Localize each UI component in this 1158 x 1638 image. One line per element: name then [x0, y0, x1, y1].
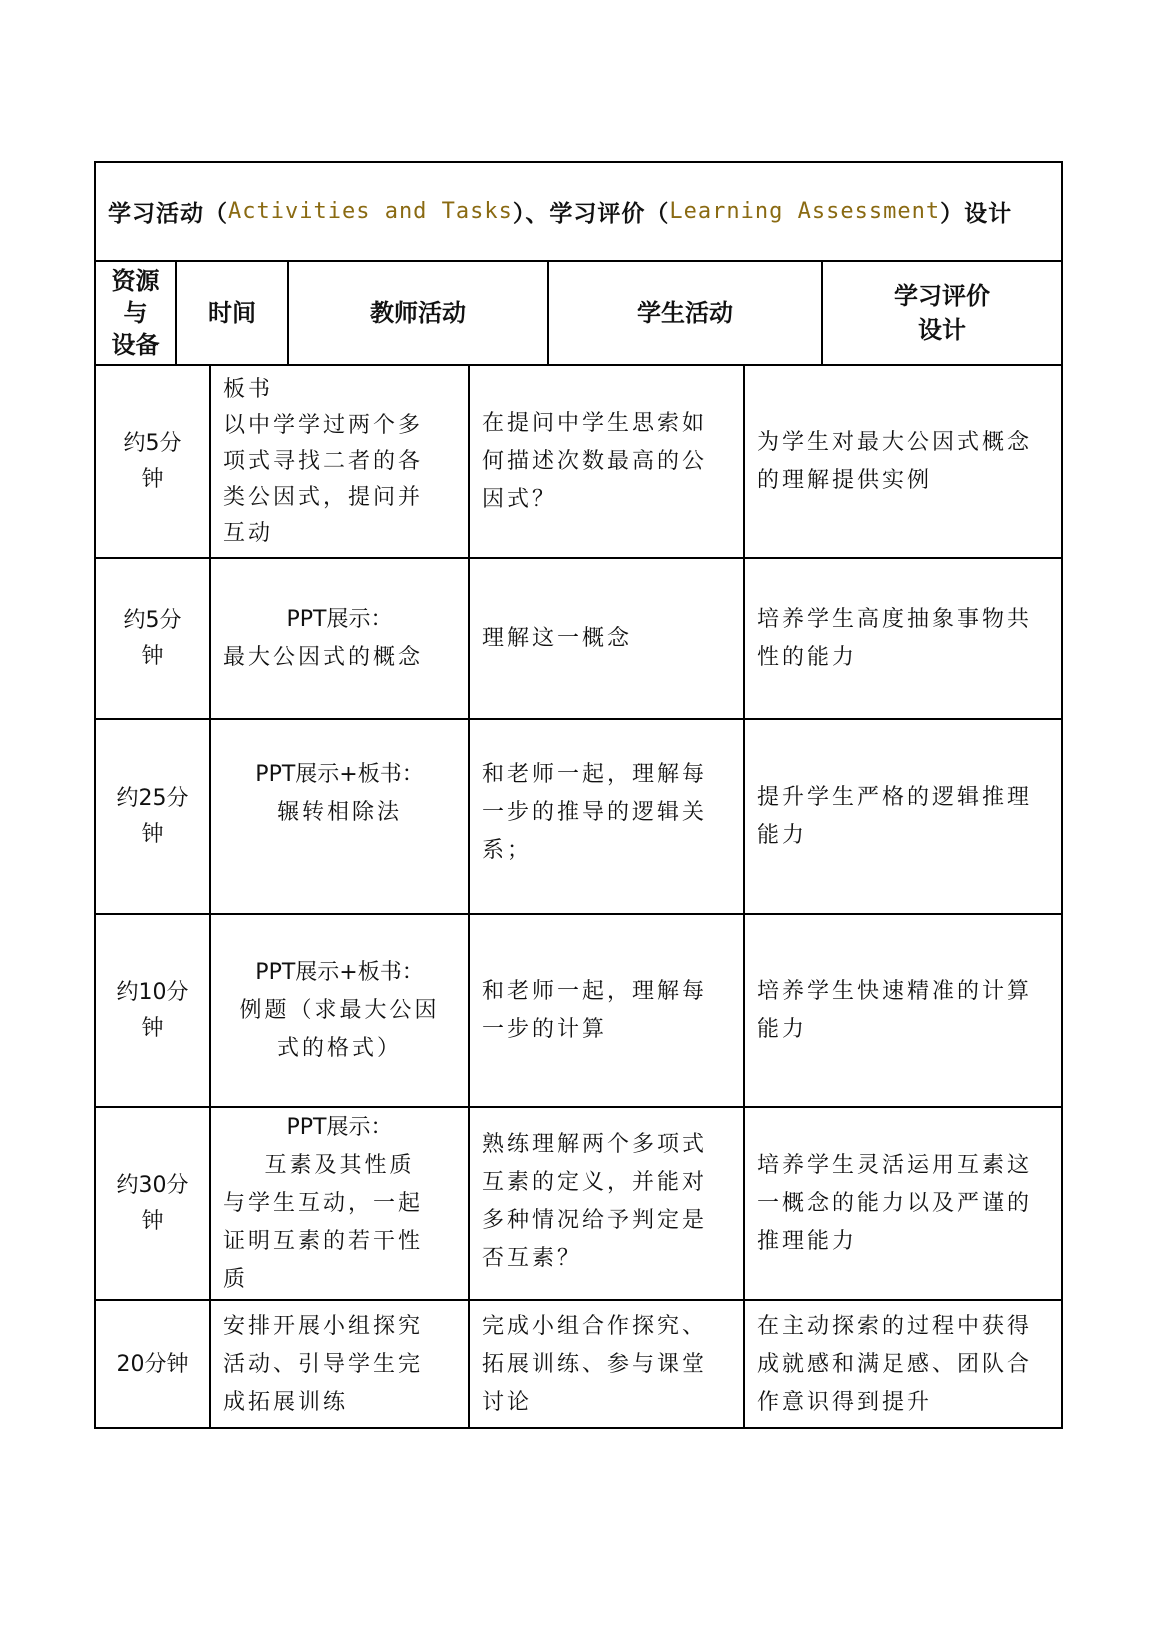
row-assessment: 为学生对最大公因式概念 的理解提供实例 [757, 429, 1033, 493]
row-student-activity: 和老师一起，理解每 一步的计算 [482, 978, 708, 1042]
title-part: ）、学习评价（ [512, 201, 670, 227]
row-student-activity: 和老师一起，理解每 一步的推导的逻辑关 系； [482, 762, 708, 863]
row-time: 约25分 钟 [116, 785, 189, 847]
row-teacher-activity: 安排开展小组探究 活动、引导学生完 成拓展训练 [223, 1314, 424, 1415]
row-student-activity: 熟练理解两个多项式 互素的定义，并能对 多种情况给予判定是 否互素？ [482, 1132, 708, 1271]
title-part: ）设计 [940, 201, 1013, 227]
row-assessment: 培养学生快速精准的计算 能力 [757, 978, 1033, 1042]
row-assessment: 提升学生严格的逻辑推理 能力 [757, 784, 1033, 848]
row-teacher-activity: 板书 以中学学过两个多 项式寻找二者的各 类公因式，提问并 互动 [223, 376, 424, 546]
header-time: 时间 [208, 299, 256, 327]
title-part: 学习活动（ [108, 201, 228, 227]
row-student-activity: 理解这一概念 [482, 625, 633, 651]
row-teacher-activity: PPT展示+板书： 例题（求最大公因 式的格式） [239, 959, 440, 1061]
row-time: 约30分 钟 [116, 1172, 189, 1234]
activity-table [94, 161, 1063, 1429]
title-english: Learning Assessment [669, 199, 941, 224]
title-english: Activities and Tasks [228, 199, 513, 224]
row-time: 约5分 钟 [123, 430, 182, 492]
header-student: 学生活动 [637, 299, 733, 327]
row-teacher-activity: PPT展示： 互素及其性质 与学生互动，一起 证明互素的若干性 质 [223, 1114, 424, 1292]
header-teacher: 教师活动 [370, 299, 466, 327]
row-time: 约10分 钟 [116, 979, 189, 1041]
row-student-activity: 在提问中学生思索如 何描述次数最高的公 因式？ [482, 410, 708, 512]
row-teacher-activity: PPT展示+板书： 辗转相除法 [255, 762, 424, 825]
row-teacher-activity: PPT展示： 最大公因式的概念 [223, 606, 424, 670]
row-assessment: 在主动探索的过程中获得 成就感和满足感、团队合 作意识得到提升 [757, 1314, 1033, 1415]
header-assessment: 学习评价 设计 [894, 282, 990, 344]
row-student-activity: 完成小组合作探究、 拓展训练、参与课堂 讨论 [482, 1314, 708, 1415]
row-time: 约5分 钟 [123, 607, 182, 669]
table-title [96, 163, 1061, 260]
row-assessment: 培养学生灵活运用互素这 一概念的能力以及严谨的 推理能力 [757, 1152, 1033, 1254]
row-time: 20分钟 [116, 1352, 189, 1377]
header-resource: 资源 与 设备 [111, 267, 160, 359]
row-assessment: 培养学生高度抽象事物共 性的能力 [757, 606, 1033, 670]
